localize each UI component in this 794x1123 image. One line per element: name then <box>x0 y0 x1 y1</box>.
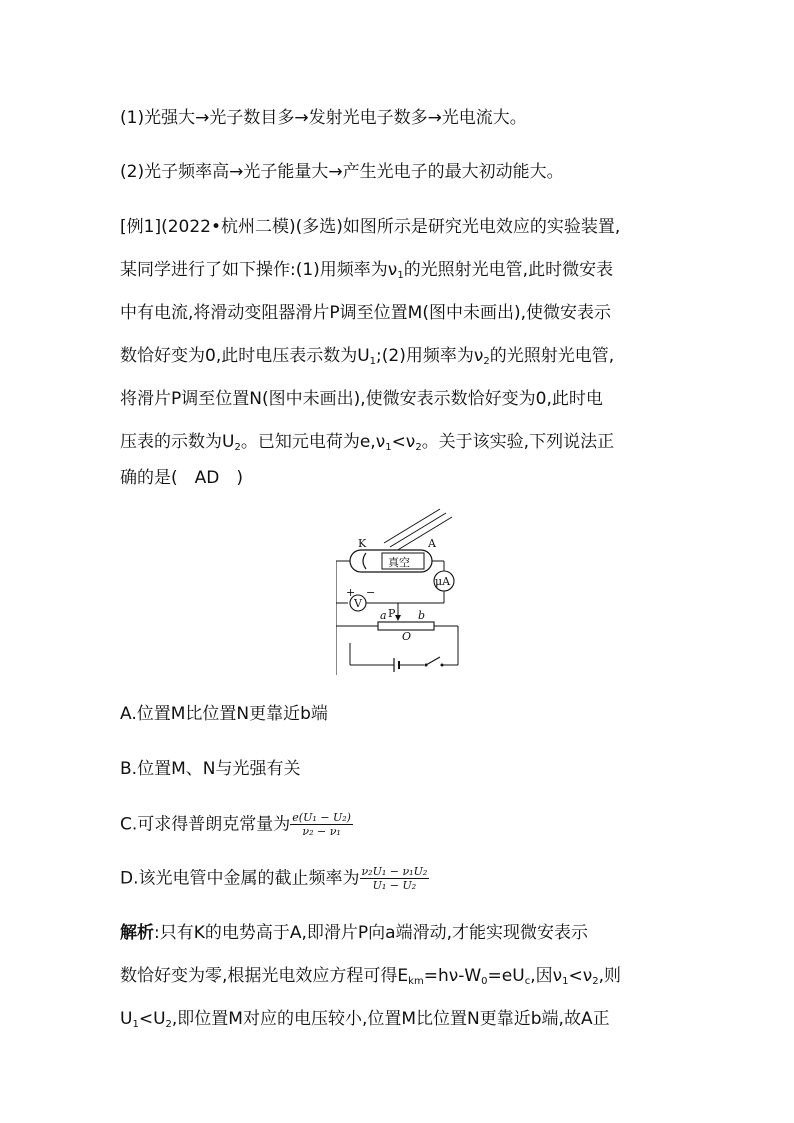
vacuum-label: 真空 <box>388 556 410 569</box>
rheostat <box>378 622 434 630</box>
option-D-fraction <box>360 865 430 892</box>
text: 的光照射光电管, <box>489 346 615 366</box>
option-D-numerator: ν₂U₁ − ν₁U₂ <box>361 865 428 878</box>
example-line-6 <box>120 431 614 459</box>
label-a: a <box>380 609 387 622</box>
subscript: c <box>524 976 531 987</box>
option-C <box>120 811 353 838</box>
text: =hν-W <box>423 966 482 986</box>
subscript: 1 <box>132 1019 139 1030</box>
text: U <box>120 1009 133 1029</box>
circuit-diagram <box>336 505 472 675</box>
example-line-1: [例1](2022•杭州二模)(多选)如图所示是研究光电效应的实验装置, <box>120 217 621 237</box>
voltmeter-label: V <box>354 597 362 610</box>
option-D <box>120 865 429 892</box>
notes-line-1: (1)光强大→光子数目多→发射光电子数多→光电流大。 <box>120 108 527 128</box>
example-line-4 <box>120 345 614 373</box>
analysis-line-3 <box>120 1008 610 1036</box>
text: <U <box>138 1009 166 1029</box>
switch-blade <box>426 657 440 665</box>
subscript: 1 <box>397 270 404 281</box>
text: ;(2)用频率为ν <box>376 346 484 366</box>
light-ray <box>390 513 446 547</box>
text: =eU <box>487 966 525 986</box>
option-A: A.位置M比位置N更靠近b端 <box>120 704 328 724</box>
text: <ν <box>391 432 416 452</box>
slider-arrow <box>395 615 401 621</box>
label-K: K <box>358 537 367 550</box>
subscript: 1 <box>562 976 569 987</box>
example-line-5: 将滑片P调至位置N(图中未画出),使微安表示数恰好变为0,此时电 <box>120 389 603 409</box>
label-O: O <box>402 630 412 643</box>
subscript: km <box>408 976 424 987</box>
subscript: 0 <box>481 976 488 987</box>
option-C-numerator: e(U₁ − U₂) <box>292 811 351 824</box>
text: 的光照射光电管,此时微安表 <box>403 260 614 280</box>
subscript: 1 <box>369 356 377 367</box>
text: 。关于该实验,下列说法正 <box>421 432 615 452</box>
analysis-label: 解析 <box>120 923 154 943</box>
option-D-text: D.该光电管中金属的截止频率为 <box>120 868 360 889</box>
text: 数恰好变为零,根据光电效应方程可得E <box>120 966 409 986</box>
microammeter-label: μA <box>435 575 451 588</box>
subscript: 2 <box>483 356 490 367</box>
option-D-denominator: U₁ − U₂ <box>372 879 417 892</box>
label-A: A <box>428 537 436 550</box>
text: 某同学进行了如下操作:(1)用频率为ν <box>120 260 398 280</box>
subscript: 2 <box>592 976 599 987</box>
text: 。已知元电荷为e,ν <box>240 432 386 452</box>
subscript: 2 <box>234 442 241 453</box>
option-C-denominator: ν₂ − ν₁ <box>302 825 341 838</box>
example-line-3: 中有电流,将滑动变阻器滑片P调至位置M(图中未画出),使微安表示 <box>120 303 611 323</box>
text: <ν <box>568 966 593 986</box>
option-C-fraction <box>290 811 353 838</box>
analysis-line-2 <box>120 965 621 993</box>
example-line-7: 确的是( AD ) <box>120 468 243 488</box>
text: ,则 <box>598 966 622 986</box>
notes-line-2: (2)光子频率高→光子能量大→产生光电子的最大初动能大。 <box>120 162 564 182</box>
subscript: 2 <box>165 1019 172 1030</box>
text: :只有K的电势高于A,即滑片P向a端滑动,才能实现微安表示 <box>154 923 588 943</box>
analysis-line-1 <box>120 922 588 944</box>
example-line-2 <box>120 259 613 287</box>
text: ,因ν <box>530 966 563 986</box>
voltmeter-plus: + <box>346 586 356 599</box>
text: ,即位置M对应的电压较小,位置M比位置N更靠近b端,故A正 <box>171 1009 610 1029</box>
light-ray <box>396 517 452 551</box>
text: 数恰好变为0,此时电压表示数为U <box>120 346 370 366</box>
subscript: 1 <box>385 442 392 453</box>
option-B: B.位置M、N与光强有关 <box>120 759 301 779</box>
subscript: 2 <box>415 442 422 453</box>
text: 压表的示数为U <box>120 432 235 452</box>
label-P: P <box>388 607 396 620</box>
voltmeter-minus: − <box>366 586 376 599</box>
label-b: b <box>418 609 426 622</box>
option-C-text: C.可求得普朗克常量为 <box>120 814 291 835</box>
